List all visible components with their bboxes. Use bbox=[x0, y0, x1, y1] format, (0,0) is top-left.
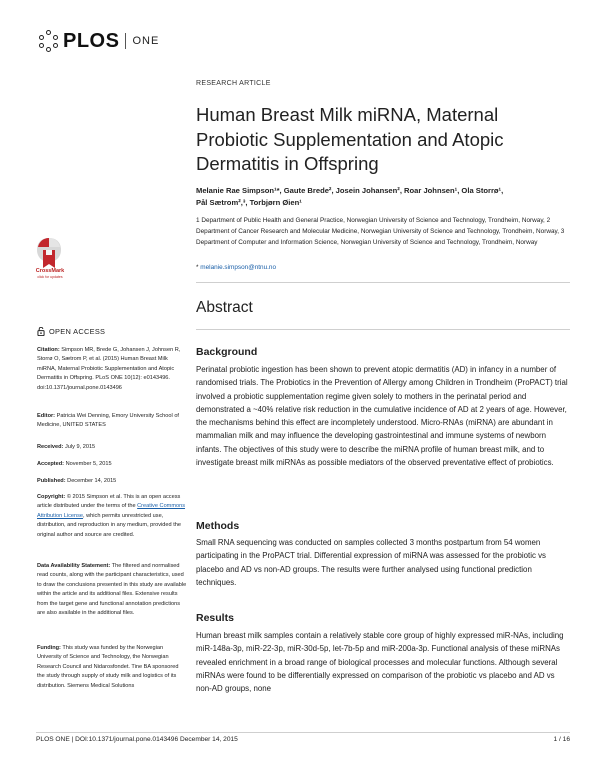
background-heading: Background bbox=[196, 346, 258, 358]
accepted-date: November 5, 2015 bbox=[65, 461, 112, 467]
background-text: Perinatal probiotic ingestion has been shown to prevent atopic dermatitis (AD) in infancy in a number of randomised trials. The Probiotics in the Prevention of Allergy among Children in Trondheim (ProPACT) trial involved a probiotic supplementation regime given solely to mothers in the perinatal period and demonstrated a ~40% relative risk reduction in the cumulative incidence of AD at 2 years of age. However, the mechanisms behind this effect are incompletely understood. Micro-RNAs (miRNA) are abundant in mammalian milk and may influence the developing gastrointestinal and immune systems of newborn infants. The objectives of this study were to describe the miRNA profile of human breast milk, and to investigate breast milk miRNAs as possible mediators of the observed preventative effect of probiotics. bbox=[196, 365, 568, 468]
editor-text: Patricia Wei Denning, Emory University School of Medicine, UNITED STATES bbox=[37, 413, 179, 429]
email-star: * bbox=[196, 264, 199, 271]
published-label: Published: bbox=[37, 478, 66, 484]
methods-heading: Methods bbox=[196, 520, 240, 532]
data-availability-text: The filtered and normalised read counts, along with the participant characteristics, used to draw the conclusions presented in this study are available within the article and its additional files. Extensive results from the target gene and functional annotation predictions are also available in the additional files. bbox=[37, 563, 187, 617]
divider-top bbox=[196, 282, 570, 283]
received-label: Received: bbox=[37, 444, 64, 450]
page-number: 1 / 16 bbox=[553, 736, 570, 743]
funding-label: Funding: bbox=[37, 645, 61, 651]
accepted-block bbox=[37, 460, 187, 469]
results-heading: Results bbox=[196, 612, 234, 624]
citation-text: Simpson MR, Brede G, Johansen J, Johnsen R, Storrø O, Sætrom P, et al. (2015) Human Breast Milk miRNA, Maternal Probiotic Supplementation and Atopic Dermatitis in Offspring. PLoS ONE 10(12): e0143496. doi:10.1371/journal.pone.0143496 bbox=[37, 347, 181, 391]
affiliations: 1 Department of Public Health and General Practice, Norwegian University of Science and Technology, Trondheim, Norway, 2 Department of Cancer Research and Molecular Medicine, Norwegian University of Science and Technology, Trondheim, Norway, 3 Department of Computer and Information Science, Norwegian University of Science and Technology, Trondheim, Norway bbox=[196, 217, 565, 246]
author-line-1: Melanie Rae Simpson¹*, Gaute Brede², Josein Johansen², Roar Johnsen¹, Ola Storrø¹, bbox=[196, 186, 504, 195]
article-title: Human Breast Milk miRNA, Maternal Probiotic Supplementation and Atopic Dermatitis in Offspring bbox=[196, 104, 504, 174]
copyright-label: Copyright: bbox=[37, 494, 66, 500]
published-block bbox=[37, 477, 187, 486]
divider-abstract bbox=[196, 329, 570, 330]
author-line-2: Pål Sætrom²,³, Torbjørn Øien¹ bbox=[196, 198, 302, 207]
copyright-text-end: , which permits unrestricted use, distribution, and reproduction in any medium, provided the original author and source are credited. bbox=[37, 512, 181, 538]
article-type: RESEARCH ARTICLE bbox=[196, 80, 271, 87]
email-link[interactable]: melanie.simpson@ntnu.no bbox=[200, 264, 277, 271]
results-text: Human breast milk samples contain a relatively stable core group of highly expressed miR-NAs, including miR-148a-3p, miR-22-3p, miR-30d-5p, let-7b-5p and miR-200a-3p. Functional analysis of these miRNAs revealed enrichment in a broad range of biological processes and molecular functions. Although several miRNAs were found to be differentially expressed on comparison of the probiotic vs placebo and AD vs non-AD groups, none bbox=[196, 631, 564, 694]
editor-label: Editor: bbox=[37, 413, 56, 419]
logo-brand: PLOS bbox=[63, 29, 120, 52]
open-access-label: OPEN ACCESS bbox=[49, 327, 106, 336]
received-block bbox=[37, 443, 187, 452]
accepted-label: Accepted: bbox=[37, 461, 65, 467]
data-availability-label: Data Availability Statement: bbox=[37, 563, 111, 569]
crossmark-sub[interactable]: click for updates bbox=[37, 275, 63, 279]
plos-logo-icon bbox=[38, 30, 60, 52]
footer-citation: PLOS ONE | DOI:10.1371/journal.pone.0143496 December 14, 2015 bbox=[36, 736, 238, 743]
citation-block bbox=[37, 346, 187, 393]
funding-text: This study was funded by the Norwegian University of Science and Technology, the Norwegian Research Council and Nidarosfondet. Tine BA sponsored the study through supply of study milk and logistics of its distribution. Siemens Medical Solutions bbox=[37, 645, 179, 689]
published-date: December 14, 2015 bbox=[67, 478, 117, 484]
crossmark-label[interactable]: CrossMark bbox=[35, 268, 65, 274]
copyright-block bbox=[37, 493, 187, 540]
abstract-heading: Abstract bbox=[196, 299, 253, 316]
received-date: July 9, 2015 bbox=[65, 444, 96, 450]
plos-one-logo bbox=[38, 30, 159, 52]
methods-text: Small RNA sequencing was conducted on samples collected 3 months postpartum from 54 women participating in the ProPACT trial. Differential expression of miRNA was assessed for the probiotic vs placebo and AD vs non-AD groups. The results were further analysed using functional prediction techniques. bbox=[196, 538, 546, 587]
logo-divider bbox=[125, 33, 126, 49]
author-list bbox=[196, 185, 570, 209]
open-access-lock-icon bbox=[37, 327, 45, 336]
logo-journal: ONE bbox=[132, 35, 160, 47]
copyright-text: © 2015 Simpson et al. This is an open access article distributed under the terms of the bbox=[37, 494, 181, 510]
cc-license-link[interactable]: Creative Commons Attribution License bbox=[37, 503, 186, 519]
funding-block bbox=[37, 644, 187, 691]
citation-label: Citation: bbox=[37, 347, 60, 353]
footer-divider bbox=[36, 732, 570, 733]
open-access-badge bbox=[37, 327, 105, 336]
data-availability-block bbox=[37, 562, 187, 618]
corresponding-email bbox=[196, 264, 570, 271]
editor-block bbox=[37, 412, 187, 431]
